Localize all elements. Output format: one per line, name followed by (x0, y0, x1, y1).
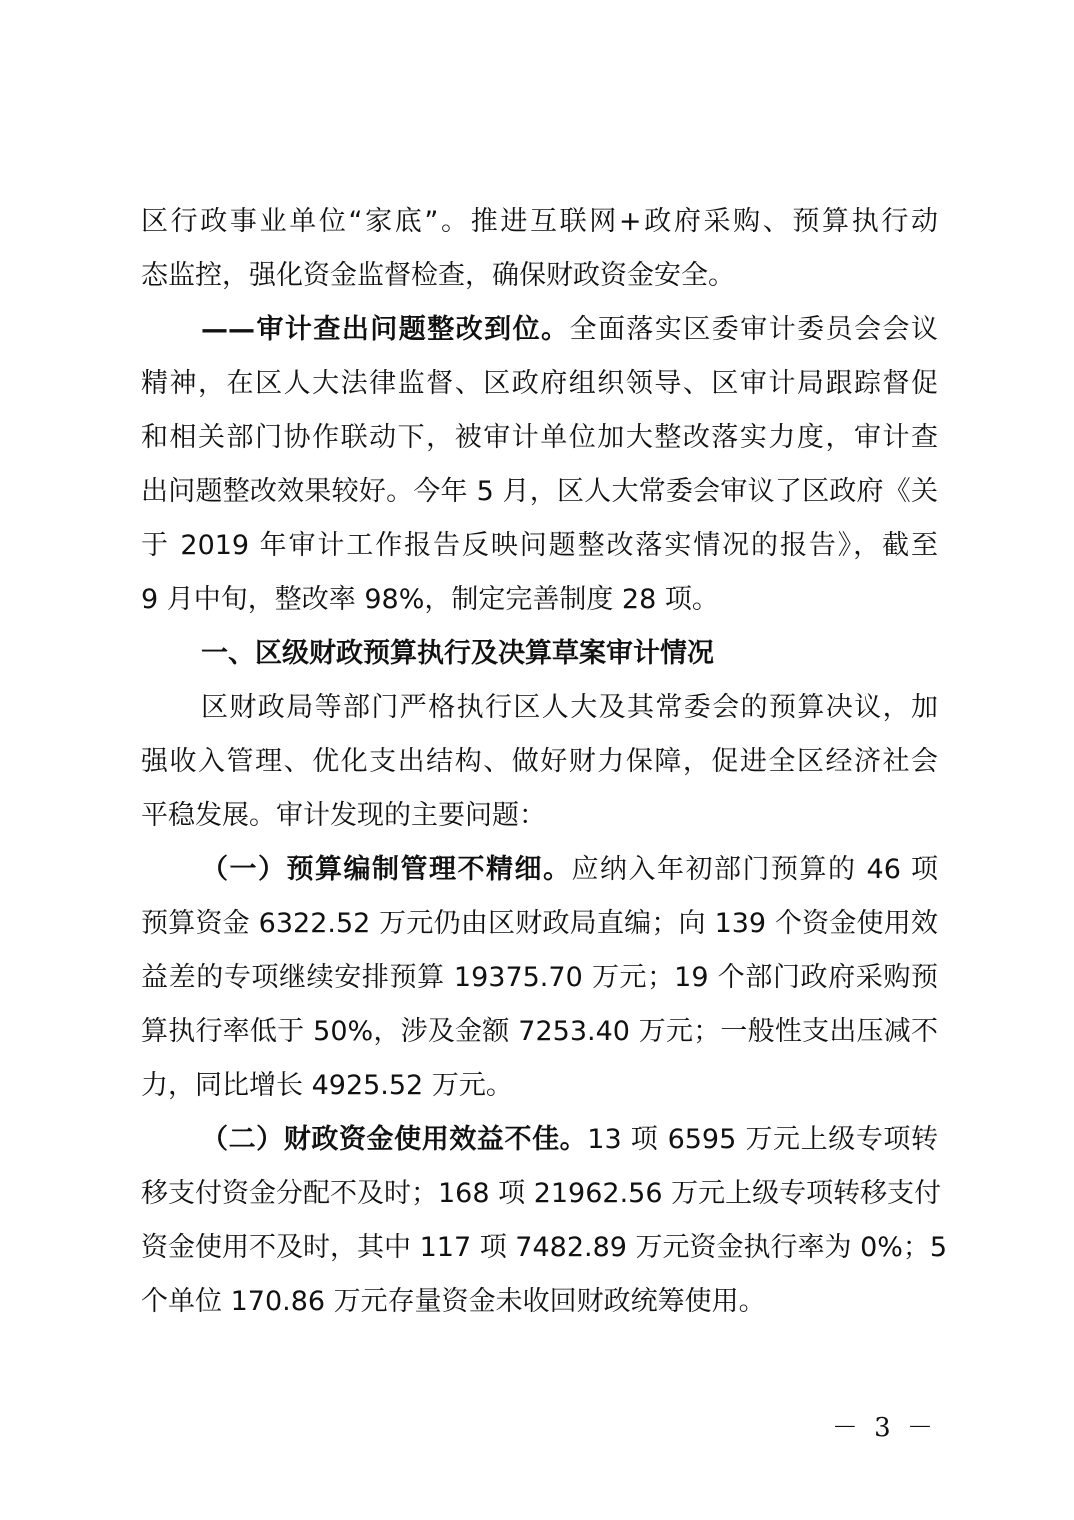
paragraph-line (141, 1059, 938, 1113)
page-number: － 3 － (831, 1413, 937, 1443)
paragraph-line (141, 357, 938, 411)
paragraph-line (141, 789, 938, 843)
subsection-lead: （一）预算编制管理不精细。 (201, 854, 572, 885)
paragraph-line (141, 1113, 938, 1167)
line-text: 于 2019 年审计工作报告反映问题整改落实情况的报告》，截至 (141, 530, 938, 561)
line-text: 移支付资金分配不及时；168 项 21962.56 万元上级专项转移支付 (141, 1178, 942, 1209)
document-body (141, 195, 948, 1329)
line-text: 精神，在区人大法律监督、区政府组织领导、区审计局跟踪督促 (141, 368, 938, 399)
line-text: 预算资金 6322.52 万元仍由区财政局直编；向 139 个资金使用效 (141, 908, 938, 939)
paragraph-line (141, 1005, 938, 1059)
paragraph-line (141, 735, 938, 789)
paragraph-line (141, 897, 938, 951)
line-text: 和相关部门协作联动下，被审计单位加大整改落实力度，审计查 (141, 422, 938, 453)
line-text: 态监控，强化资金监督检查，确保财政资金安全。 (141, 260, 735, 291)
line-text: 应纳入年初部门预算的 46 项 (571, 854, 938, 885)
line-text: 区行政事业单位“家底”。推进互联网+政府采购、预算执行动 (141, 206, 938, 237)
paragraph-line (141, 951, 938, 1005)
paragraph-line (141, 519, 938, 573)
paragraph-line (141, 195, 938, 249)
line-text: 13 项 6595 万元上级专项转 (587, 1124, 939, 1155)
paragraph-line (141, 249, 938, 303)
line-text: 强收入管理、优化支出结构、做好财力保障，促进全区经济社会 (141, 746, 938, 777)
line-text: 个单位 170.86 万元存量资金未收回财政统筹使用。 (141, 1286, 766, 1317)
paragraph-line (141, 1275, 938, 1329)
paragraph-line (141, 681, 938, 735)
line-text: 益差的专项继续安排预算 19375.70 万元；19 个部门政府采购预 (141, 962, 938, 993)
paragraph-line (141, 303, 938, 357)
paragraph-line (141, 411, 938, 465)
line-text: 平稳发展。审计发现的主要问题： (141, 800, 546, 831)
line-text: 9 月中旬，整改率 98%，制定完善制度 28 项。 (141, 584, 719, 615)
line-text: 资金使用不及时，其中 117 项 7482.89 万元资金执行率为 0%；5 (141, 1232, 948, 1263)
section-heading (141, 627, 938, 681)
line-text: 区财政局等部门严格执行区人大及其常委会的预算决议，加 (201, 692, 938, 723)
paragraph-line (141, 1221, 948, 1275)
paragraph-line (141, 465, 938, 519)
section-lead: ——审计查出问题整改到位。 (201, 314, 570, 345)
line-text: 算执行率低于 50%，涉及金额 7253.40 万元；一般性支出压减不 (141, 1016, 938, 1047)
paragraph-line (141, 573, 938, 627)
line-text: 力，同比增长 4925.52 万元。 (141, 1070, 513, 1101)
section-heading-text: 一、区级财政预算执行及决算草案审计情况 (201, 638, 714, 669)
paragraph-line (141, 843, 938, 897)
paragraph-line (141, 1167, 942, 1221)
subsection-lead: （二）财政资金使用效益不佳。 (201, 1124, 588, 1155)
line-text: 出问题整改效果较好。今年 5 月，区人大常委会审议了区政府《关 (141, 476, 938, 507)
line-text: 全面落实区委审计委员会会议 (569, 314, 938, 345)
